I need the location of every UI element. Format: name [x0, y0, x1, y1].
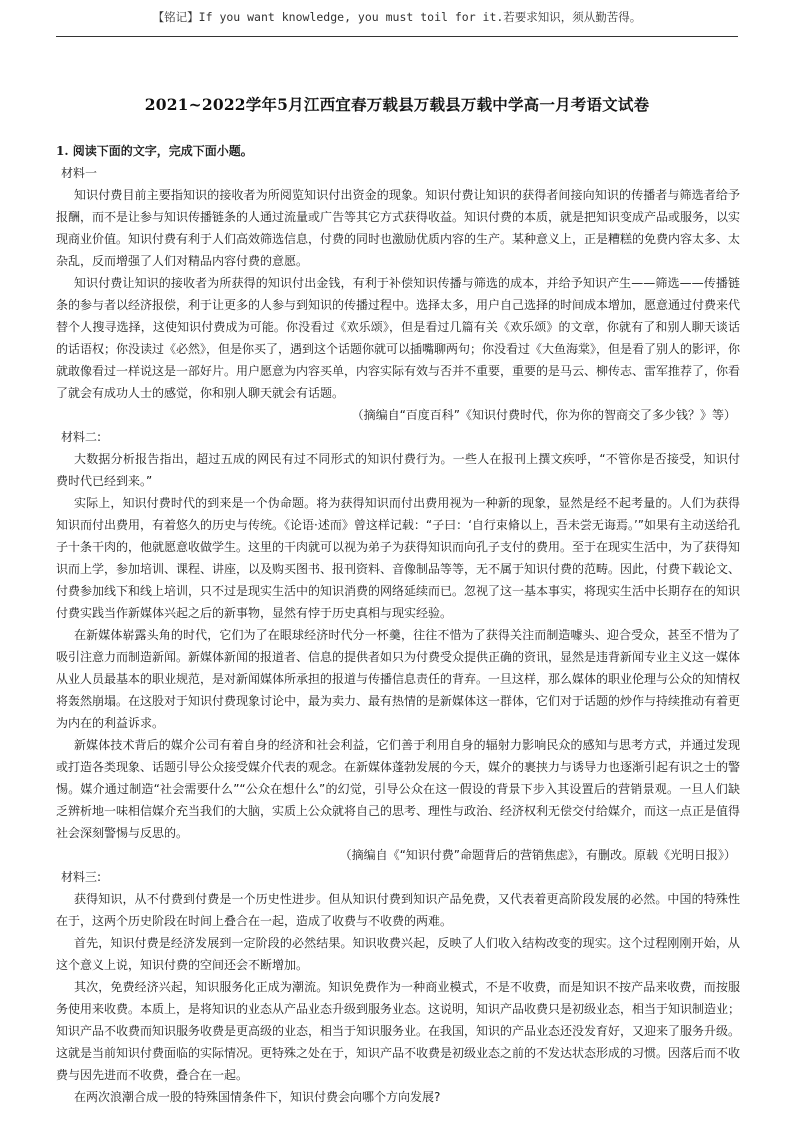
- material3-paragraph: 首先，知识付费是经济发展到一定阶段的必然结果。知识收费兴起，反映了人们收入结构改变的现实。这个过程刚刚开始，从这个意义上说，知识付费的空间还会不断增加。: [56, 936, 740, 972]
- material2-label: 材料二:: [61, 430, 102, 444]
- header-divider: [56, 36, 738, 37]
- document-body: [56, 140, 740, 1108]
- question-heading: 1. 阅读下面的文字，完成下面小题。: [56, 144, 253, 158]
- material2-source: （摘编自《“知识付费”命题背后的营销焦虑》，有删改。原载《光明日报》）: [339, 848, 736, 862]
- page-header-motto: 【铭记】If you want knowledge, you must toil for it.若要求知识，须从勤苦得。: [152, 10, 642, 24]
- material2-paragraph: 实际上，知识付费时代的到来是一个伪命题。将为获得知识而付出费用视为一种新的现象，显然是经不起考量的。人们为获得知识而付出费用，有着悠久的历史与传统。《论语·述而》曾这样记载：“子曰：‘自行束脩以上，吾未尝无诲焉。’”如果有主动送给孔子十条干肉的，他就愿意收做学生。这里的干肉就可以视为弟子为获得知识而向孔子支付的费用。至于在现实生活中，为了获得知识而上学，参加培训、课程、讲座，以及购买图书、报刊资料、音像制品等等，无不属于知识付费的范畴。因此，付费下载论文、付费参加线下和线上培训，只不过是现实生活中的知识消费的网络延续而已。忽视了这一基本事实，将现实生活中长期存在的知识付费实践当作新媒体兴起之后的新事物，显然有悖于历史真相与现实经验。: [56, 496, 741, 620]
- material1-source: （摘编自“百度百科”《知识付费时代，你为你的智商交了多少钱？》等）: [351, 408, 736, 422]
- material3-label: 材料三:: [61, 870, 102, 884]
- page-title: 2021~2022学年5月江西宜春万载县万载县万载中学高一月考语文试卷: [144, 95, 650, 114]
- material1-paragraph: 知识付费让知识的接收者为所获得的知识付出金钱，有利于补偿知识传播与筛选的成本，并给予知识产生——筛选——传播链条的参与者以经济报偿，利于让更多的人参与到知识的传播过程中。选择太多，用户自己选择的时间成本增加，愿意通过付费来代替个人搜寻选择，这使知识付费成为可能。你没看过《欢乐颂》，但是看过几篇有关《欢乐颂》的文章，你就有了和别人聊天谈话的话语权；你没读过《必然》，但是你买了，遇到这个话题你就可以插嘴聊两句；你没看过《大鱼海棠》，但是看了别人的影评，你就敢像看过一样说这是一部好片。用户愿意为内容买单，内容实际有效与否并不重要，重要的是马云、柳传志、雷军推荐了，你看了就会有成功人士的感觉，你和别人聊天就会有话题。: [56, 276, 741, 400]
- material3-paragraph: 在两次浪潮合成一股的特殊国情条件下，知识付费会向哪个方向发展?: [74, 1090, 441, 1104]
- material2-paragraph: 新媒体技术背后的媒介公司有着自身的经济和社会利益，它们善于利用自身的辐射力影响民众的感知与思考方式，并通过发现或打造各类现象、话题引导公众接受媒介代表的观念。在新媒体蓬勃发展的今天，媒介的裹挟力与诱导力也逐渐引起有识之士的警惕。媒介通过制造“社会需要什么”“公众在想什么”的幻觉，引导公众在这一假设的背景下步入其设置后的营销景观。一旦人们缺乏辨析地一味相信媒介充当我们的大脑，实质上公众就将自己的思考、理性与政治、经济权利无偿交付给媒介，而这一点正是值得社会深刻警惕与反思的。: [56, 738, 741, 840]
- material3-paragraph: 其次，免费经济兴起，知识服务化正成为潮流。知识免费作为一种商业模式，不是不收费，而是知识不按产品来收费，而按服务使用来收费。本质上，是将知识的业态从产品业态升级到服务业态。这说明，知识产品收费只是初级业态，相当于知识制造业；知识产品不收费而知识服务收费是更高级的业态，相当于知识服务业。在我国，知识的产品业态还没发育好，又迎来了服务升级。这就是当前知识付费面临的实际情况。更特殊之处在于，知识产品不收费是初级业态之前的不发达状态形成的习惯。因落后而不收费与因先进而不收费，叠合在一起。: [56, 980, 741, 1082]
- material3-paragraph: 获得知识，从不付费到付费是一个历史性进步。但从知识付费到知识产品免费，又代表着更高阶段发展的必然。中国的特殊性在于，这两个历史阶段在时间上叠合在一起，造成了收费与不收费的两难。: [56, 892, 740, 928]
- material2-paragraph: 大数据分析报告指出，超过五成的网民有过不同形式的知识付费行为。一些人在报刊上撰文疾呼，“不管你是否接受，知识付费时代已经到来。”: [56, 452, 740, 488]
- material1-paragraph: 知识付费目前主要指知识的接收者为所阅览知识付出资金的现象。知识付费让知识的获得者间接向知识的传播者与筛选者给予报酬，而不是让参与知识传播链条的人通过流量或广告等其它方式获得收益。知识付费的本质，就是把知识变成产品或服务，以实现商业价值。知识付费有利于人们高效筛选信息，付费的同时也激励优质内容的生产。某种意义上，正是糟糕的免费内容太多、太杂乱，反而增强了人们对精品内容付费的意愿。: [56, 188, 741, 268]
- material2-paragraph: 在新媒体崭露头角的时代，它们为了在眼球经济时代分一杯羹，往往不惜为了获得关注而制造噱头、迎合受众，甚至不惜为了吸引注意力而制造新闻。新媒体新闻的报道者、信息的提供者如只为付费受众提供正确的资讯，显然是违背新闻专业主义这一媒体从业人员最基本的职业规范，是对新闻媒体所承担的报道与传播信息责任的背弃。一旦这样，那么媒体的职业伦理与公众的知情权将轰然崩塌。在这股对于知识付费现象讨论中，最为卖力、最有热情的是新媒体这一群体，它们对于话题的炒作与持续推动有着更为内在的利益诉求。: [56, 628, 741, 730]
- material1-label: 材料一: [61, 166, 98, 180]
